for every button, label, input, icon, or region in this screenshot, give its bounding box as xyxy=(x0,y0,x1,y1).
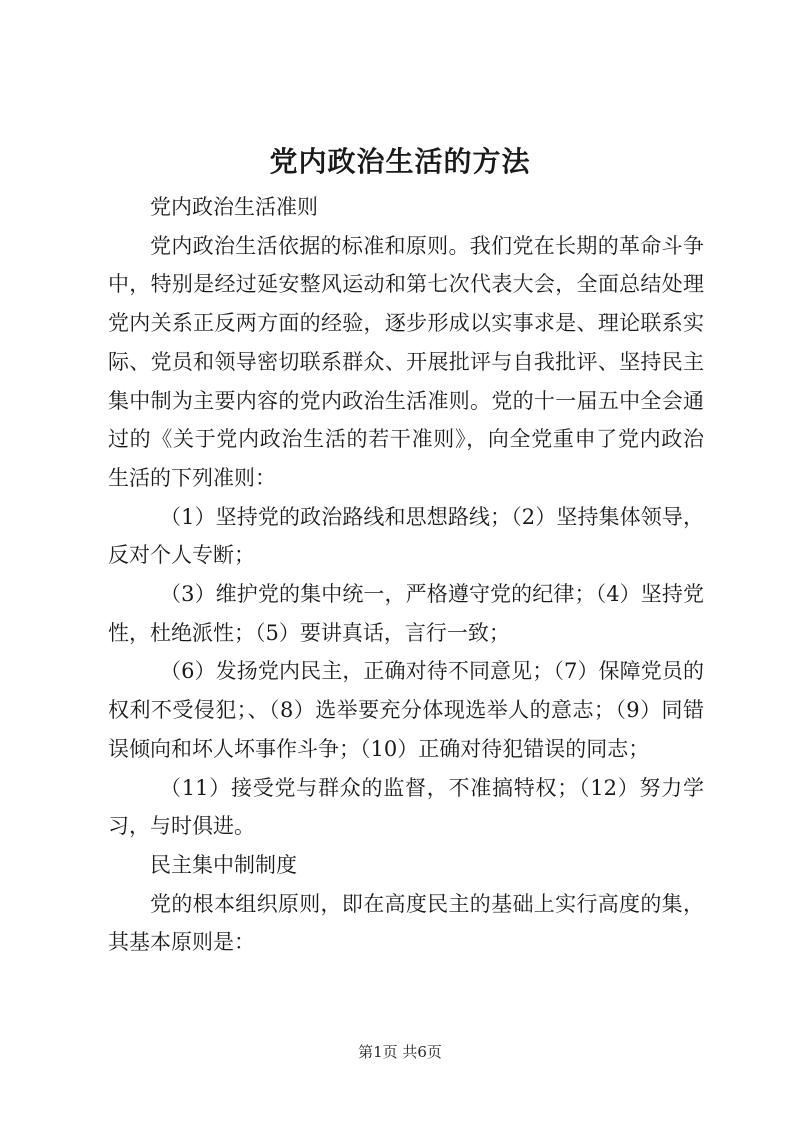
paragraph: 党的根本组织原则，即在高度民主的基础上实行高度的集，其基本原则是： xyxy=(108,891,704,955)
list-paragraph: （3）维护党的集中统一，严格遵守党的纪律；（4）坚持党性，杜绝派性；（5）要讲真话，言行一致； xyxy=(108,582,704,645)
list-paragraph: （1）坚持党的政治路线和思想路线；（2）坚持集体领导，反对个人专断； xyxy=(108,504,704,568)
section-heading: 民主集中制制度 xyxy=(150,852,297,877)
section-heading: 党内政治生活准则 xyxy=(150,195,318,219)
document-title: 党内政治生活的方法 xyxy=(269,145,531,178)
document-body xyxy=(108,188,704,962)
list-paragraph: （6）发扬党内民主，正确对待不同意见；（7）保障党员的权利不受侵犯；、（8）选举要充分体现选举人的意志；（9）同错误倾向和坏人坏事作斗争；（10）正确对待犯错误的同志； xyxy=(108,659,704,761)
list-paragraph: （11）接受党与群众的监督，不准搞特权；（12）努力学习，与时俱进。 xyxy=(108,775,704,839)
paragraph: 党内政治生活依据的标准和原则。我们党在长期的革命斗争中，特别是经过延安整风运动和第七次代表大会，全面总结处理党内关系正反两方面的经验，逐步形成以实事求是、理论联系实际、党员和领导密切联系群众、开展批评与自我批评、坚持民主集中制为主要内容的党内政治生活准则。党的十一届五中全会通过的《关于党内政治生活的若干准则》，向全党重申了党内政治生活的下列准则： xyxy=(108,233,704,490)
page-number-footer: 第1页 共6页 xyxy=(358,1043,442,1061)
